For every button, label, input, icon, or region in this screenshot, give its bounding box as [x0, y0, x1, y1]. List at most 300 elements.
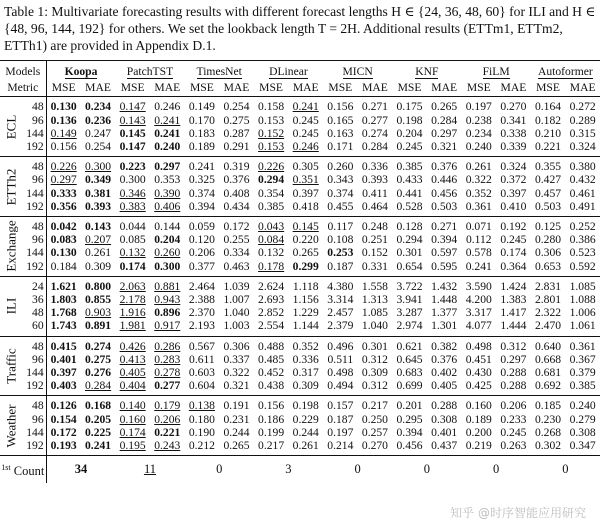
value-cell: 3.590: [461, 276, 496, 293]
value-cell: 0.376: [427, 157, 462, 174]
value-cell: 0.397: [50, 366, 77, 380]
table-row: [0, 396, 600, 413]
value-cell: 0.385: [569, 379, 596, 393]
value-cell: 0.219: [465, 439, 492, 453]
table-row: [0, 293, 600, 306]
value-cell: 0.195: [119, 439, 146, 453]
value-cell: 1.916: [119, 306, 146, 320]
value-cell: 0.305: [288, 157, 323, 174]
horizon-cell: 144: [22, 127, 46, 140]
value-cell: 0.201: [392, 396, 427, 413]
count-value: 0: [423, 462, 430, 477]
value-cell: 1.621: [46, 276, 81, 293]
value-cell: 0.158: [254, 97, 289, 114]
value-cell: 0.240: [465, 140, 492, 154]
table-row: [0, 246, 600, 259]
dataset-label: [0, 396, 22, 456]
value-cell: 0.144: [150, 217, 185, 234]
value-cell: 1.006: [569, 306, 596, 320]
value-cell: 0.145: [288, 217, 323, 234]
count-cell: [461, 456, 530, 483]
value-cell: 1.040: [223, 306, 250, 320]
value-cell: 0.346: [119, 186, 146, 200]
value-cell: 0.231: [223, 412, 250, 426]
value-cell: 0.903: [85, 306, 112, 320]
value-cell: 0.193: [50, 439, 77, 453]
value-cell: 0.386: [569, 233, 596, 247]
value-cell: 1.377: [431, 306, 458, 320]
value-cell: 0.187: [327, 412, 354, 426]
value-cell: 0.338: [500, 126, 527, 140]
value-cell: 2.457: [327, 306, 354, 320]
value-cell: 0.309: [292, 379, 319, 393]
value-cell: 0.394: [188, 199, 215, 213]
value-cell: 0.085: [119, 233, 146, 247]
table-row: [0, 336, 600, 353]
value-cell: 0.132: [258, 246, 285, 260]
value-cell: 0.214: [327, 439, 354, 453]
value-cell: 0.597: [431, 246, 458, 260]
value-cell: 0.374: [327, 186, 354, 200]
value-cell: 0.153: [258, 113, 285, 127]
value-cell: 2.470: [534, 319, 562, 333]
value-cell: 0.339: [500, 140, 527, 154]
value-cell: 0.246: [292, 140, 319, 154]
horizon-cell: 96: [22, 353, 46, 366]
value-cell: 0.163: [327, 126, 354, 140]
count-value: 34: [74, 462, 88, 477]
value-cell: 0.430: [465, 366, 492, 380]
value-cell: 0.427: [534, 173, 562, 187]
value-cell: 0.418: [292, 199, 319, 213]
value-cell: 1.313: [361, 293, 388, 307]
value-cell: 0.321: [431, 140, 458, 154]
value-cell: 0.241: [465, 259, 492, 273]
value-cell: 0.343: [327, 173, 354, 187]
model-name: PatchTST: [126, 65, 174, 78]
metric-mae: MAE: [431, 81, 458, 95]
metric-mse: MSE: [189, 81, 214, 95]
metric-mse: MSE: [328, 81, 353, 95]
model-header: [46, 61, 115, 82]
value-cell: 0.382: [427, 336, 462, 353]
value-cell: 0.221: [534, 140, 562, 154]
value-cell: 0.341: [500, 113, 527, 127]
value-cell: 1.417: [500, 306, 527, 320]
value-cell: 0.498: [327, 366, 354, 380]
model-header: [115, 61, 184, 82]
value-cell: 0.463: [223, 259, 250, 273]
value-cell: 1.301: [431, 319, 458, 333]
value-cell: 0.276: [85, 366, 112, 380]
models-label: Models: [0, 61, 46, 82]
horizon-cell: 144: [22, 187, 46, 200]
value-cell: 0.112: [465, 233, 492, 247]
count-value: 0: [354, 462, 361, 477]
model-header: [461, 61, 530, 82]
value-cell: 0.271: [427, 217, 462, 234]
value-cell: 0.145: [119, 126, 146, 140]
horizon-cell: 192: [22, 379, 46, 396]
value-cell: 0.271: [358, 97, 393, 114]
value-cell: 0.243: [154, 439, 181, 453]
value-cell: 4.380: [323, 276, 358, 293]
table-row: [0, 173, 600, 186]
value-cell: 2.624: [254, 276, 289, 293]
value-cell: 0.289: [569, 113, 596, 127]
value-cell: 2.322: [534, 306, 562, 320]
value-cell: 0.175: [392, 97, 427, 114]
value-cell: 0.434: [223, 199, 250, 213]
value-cell: 0.160: [119, 412, 146, 426]
dataset-label: [0, 157, 22, 217]
value-cell: 0.277: [154, 379, 181, 393]
value-cell: 0.381: [85, 186, 112, 200]
value-cell: 0.881: [150, 276, 185, 293]
count-cell: [323, 456, 392, 483]
value-cell: 0.433: [396, 173, 423, 187]
value-cell: 0.308: [569, 425, 596, 439]
value-cell: 0.640: [531, 336, 566, 353]
value-cell: 0.261: [85, 246, 112, 260]
metric-mae: MAE: [154, 81, 181, 95]
model-name: Koopa: [64, 65, 98, 78]
model-header: [185, 61, 254, 82]
value-cell: 0.372: [500, 173, 527, 187]
value-cell: 0.234: [81, 97, 116, 114]
horizon-cell: 48: [22, 97, 46, 114]
value-cell: 0.260: [323, 157, 358, 174]
value-cell: 0.446: [431, 173, 458, 187]
metric-mse: MSE: [120, 81, 145, 95]
value-cell: 0.376: [431, 352, 458, 366]
value-cell: 0.312: [361, 352, 388, 366]
value-cell: 0.245: [292, 113, 319, 127]
value-cell: 0.337: [223, 352, 250, 366]
dataset-name: ETTh2: [3, 168, 19, 206]
value-cell: 0.354: [258, 186, 285, 200]
horizon-cell: 48: [22, 157, 46, 174]
value-cell: 0.042: [46, 217, 81, 234]
horizon-cell: 144: [22, 246, 46, 259]
value-cell: 0.494: [327, 379, 354, 393]
value-cell: 0.189: [465, 412, 492, 426]
value-cell: 0.156: [254, 396, 289, 413]
value-cell: 0.240: [565, 396, 600, 413]
value-cell: 0.245: [500, 233, 527, 247]
table-row: [0, 426, 600, 439]
metric-mae: MAE: [500, 81, 527, 95]
value-cell: 0.356: [50, 199, 77, 213]
value-cell: 0.438: [258, 379, 285, 393]
value-cell: 0.270: [496, 97, 531, 114]
value-cell: 2.554: [258, 319, 285, 333]
value-cell: 0.528: [396, 199, 423, 213]
value-cell: 0.280: [534, 233, 562, 247]
value-cell: 0.044: [115, 217, 150, 234]
value-cell: 0.143: [119, 113, 146, 127]
value-cell: 0.408: [223, 186, 250, 200]
value-cell: 0.236: [85, 113, 112, 127]
count-sup: 1st: [1, 463, 11, 473]
value-cell: 0.397: [500, 186, 527, 200]
value-cell: 0.174: [500, 246, 527, 260]
value-cell: 0.800: [81, 276, 116, 293]
value-cell: 0.147: [119, 140, 146, 154]
value-cell: 0.461: [569, 186, 596, 200]
count-label: [0, 456, 46, 483]
value-cell: 0.172: [50, 425, 77, 439]
value-cell: 0.204: [396, 126, 423, 140]
metric-mse: MSE: [259, 81, 284, 95]
model-header: [323, 61, 392, 82]
value-cell: 0.083: [50, 233, 77, 247]
count-text: Count: [10, 464, 45, 479]
value-cell: 0.308: [431, 412, 458, 426]
value-cell: 0.355: [531, 157, 566, 174]
value-cell: 0.152: [258, 126, 285, 140]
value-cell: 0.333: [50, 186, 77, 200]
value-cell: 0.498: [461, 336, 496, 353]
count-value: 0: [216, 462, 223, 477]
value-cell: 0.178: [258, 259, 285, 273]
value-cell: 0.261: [461, 157, 496, 174]
value-cell: 2.063: [115, 276, 150, 293]
value-cell: 0.241: [154, 113, 181, 127]
value-cell: 0.567: [185, 336, 220, 353]
value-cell: 0.174: [119, 425, 146, 439]
value-cell: 0.286: [150, 336, 185, 353]
value-cell: 0.683: [396, 366, 423, 380]
value-cell: 0.351: [292, 173, 319, 187]
value-cell: 0.595: [431, 259, 458, 273]
value-cell: 0.297: [431, 126, 458, 140]
value-cell: 0.511: [327, 352, 354, 366]
value-cell: 0.411: [362, 186, 388, 200]
value-cell: 0.084: [258, 233, 285, 247]
horizon-cell: 192: [22, 260, 46, 277]
value-cell: 0.210: [534, 126, 562, 140]
value-cell: 0.383: [119, 199, 146, 213]
value-cell: 0.291: [223, 140, 250, 154]
value-cell: 0.380: [565, 157, 600, 174]
horizon-cell: 144: [22, 366, 46, 379]
value-cell: 0.349: [85, 173, 112, 187]
value-cell: 0.241: [288, 97, 323, 114]
value-cell: 0.645: [396, 352, 423, 366]
value-cell: 1.144: [292, 319, 319, 333]
value-cell: 0.405: [119, 366, 146, 380]
value-cell: 0.402: [431, 366, 458, 380]
table-row: [0, 233, 600, 246]
value-cell: 0.377: [188, 259, 215, 273]
value-cell: 0.361: [465, 199, 492, 213]
metric-mse: MSE: [51, 81, 76, 95]
value-cell: 0.300: [119, 173, 146, 187]
value-cell: 0.284: [431, 113, 458, 127]
value-cell: 0.198: [288, 396, 323, 413]
models-header-row: [0, 61, 600, 82]
value-cell: 0.185: [531, 396, 566, 413]
value-cell: 0.456: [431, 186, 458, 200]
value-cell: 0.403: [50, 379, 77, 393]
value-cell: 1.088: [569, 293, 596, 307]
value-cell: 0.217: [258, 439, 285, 453]
value-cell: 0.174: [119, 259, 146, 273]
value-cell: 0.604: [188, 379, 215, 393]
value-cell: 0.120: [188, 233, 215, 247]
value-cell: 0.855: [85, 293, 112, 307]
value-cell: 4.077: [465, 319, 492, 333]
value-cell: 0.503: [534, 199, 562, 213]
value-cell: 0.274: [81, 336, 116, 353]
horizon-cell: 36: [22, 293, 46, 306]
dataset-name: Traffic: [3, 348, 19, 384]
value-cell: 0.288: [427, 396, 462, 413]
value-cell: 0.410: [500, 199, 527, 213]
value-cell: 0.390: [154, 186, 181, 200]
value-cell: 1.444: [500, 319, 527, 333]
value-cell: 0.180: [188, 412, 215, 426]
value-cell: 0.230: [534, 412, 562, 426]
value-cell: 0.352: [288, 336, 323, 353]
value-cell: 0.220: [292, 233, 319, 247]
value-cell: 1.743: [50, 319, 77, 333]
value-cell: 0.401: [50, 352, 77, 366]
table-caption: Table 1: Multivariate forecasting results with different forecast lengths H ∈ {24, 36, 48, 60} for ILI and H ∈ {48, 96, 144, 192} for others. We set the lookback length T = 2H. Additional results (ETTm1, ETTm2, ETTh1) are provided in Appendix D.1.: [4, 4, 596, 53]
table-row: [0, 260, 600, 277]
horizon-cell: 24: [22, 276, 46, 293]
value-cell: 0.126: [46, 396, 81, 413]
value-cell: 0.917: [154, 319, 181, 333]
value-cell: 0.503: [431, 199, 458, 213]
value-cell: 0.592: [569, 259, 596, 273]
model-header: [531, 61, 600, 82]
table-row: [0, 379, 600, 396]
value-cell: 2.193: [188, 319, 215, 333]
value-cell: 2.388: [188, 293, 215, 307]
value-cell: 0.156: [50, 140, 77, 154]
value-cell: 0.456: [396, 439, 423, 453]
value-cell: 0.668: [534, 352, 562, 366]
count-cell: [392, 456, 461, 483]
value-cell: 0.192: [496, 217, 531, 234]
metric-header-row: [0, 81, 600, 97]
value-cell: 0.288: [500, 379, 527, 393]
value-cell: 0.263: [500, 439, 527, 453]
value-cell: 0.699: [396, 379, 423, 393]
metric-mae: MAE: [223, 81, 250, 95]
value-cell: 0.257: [361, 425, 388, 439]
value-cell: 0.488: [254, 336, 289, 353]
value-cell: 0.265: [292, 246, 319, 260]
value-cell: 0.331: [361, 259, 388, 273]
value-cell: 0.255: [223, 233, 250, 247]
value-cell: 0.394: [431, 233, 458, 247]
value-cell: 0.260: [154, 246, 181, 260]
value-cell: 0.451: [465, 352, 492, 366]
dataset-name: ECL: [3, 114, 19, 140]
value-cell: 1.118: [288, 276, 323, 293]
model-name: DLinear: [269, 65, 308, 78]
value-cell: 1.061: [569, 319, 596, 333]
value-cell: 0.226: [254, 157, 289, 174]
value-cell: 0.347: [569, 439, 596, 453]
table-row: [0, 366, 600, 379]
dataset-label: [0, 217, 22, 277]
value-cell: 0.279: [569, 412, 596, 426]
value-cell: 3.722: [392, 276, 427, 293]
value-cell: 0.692: [534, 379, 562, 393]
metric-mae: MAE: [362, 81, 388, 95]
value-cell: 0.156: [323, 97, 358, 114]
horizon-cell: 192: [22, 439, 46, 456]
value-cell: 0.254: [85, 140, 112, 154]
count-cell: [254, 456, 323, 483]
value-cell: 0.306: [534, 246, 562, 260]
value-cell: 0.245: [500, 425, 527, 439]
count-value: 3: [285, 462, 292, 477]
value-cell: 0.190: [188, 425, 215, 439]
value-cell: 4.200: [465, 293, 492, 307]
value-cell: 0.246: [150, 97, 185, 114]
table-row: [0, 200, 600, 217]
value-cell: 0.653: [534, 259, 562, 273]
value-cell: 0.891: [85, 319, 112, 333]
value-cell: 1.039: [219, 276, 254, 293]
value-cell: 0.309: [361, 366, 388, 380]
value-cell: 0.197: [327, 425, 354, 439]
value-cell: 0.200: [465, 425, 492, 439]
value-cell: 0.125: [531, 217, 566, 234]
value-cell: 0.179: [150, 396, 185, 413]
value-cell: 0.205: [85, 412, 112, 426]
value-cell: 0.206: [154, 412, 181, 426]
value-cell: 0.244: [223, 425, 250, 439]
value-cell: 0.319: [219, 157, 254, 174]
watermark: 知乎 @时序智能应用研究: [450, 506, 586, 520]
count-cell: [185, 456, 254, 483]
horizon-cell: 192: [22, 200, 46, 217]
value-cell: 0.238: [465, 113, 492, 127]
value-cell: 3.317: [465, 306, 492, 320]
value-cell: 0.244: [292, 425, 319, 439]
horizon-cell: 48: [22, 336, 46, 353]
table-row: [0, 187, 600, 200]
value-cell: 2.370: [188, 306, 215, 320]
value-cell: 0.117: [323, 217, 358, 234]
value-cell: 0.457: [534, 186, 562, 200]
value-cell: 0.204: [154, 233, 181, 247]
dataset-name: Weather: [3, 404, 19, 448]
dataset-label: [0, 276, 22, 336]
horizon-cell: 144: [22, 426, 46, 439]
value-cell: 2.693: [258, 293, 285, 307]
value-cell: 0.437: [431, 439, 458, 453]
value-cell: 3.314: [327, 293, 354, 307]
value-cell: 0.241: [85, 439, 112, 453]
value-cell: 0.367: [569, 352, 596, 366]
value-cell: 0.240: [154, 140, 181, 154]
value-cell: 0.147: [115, 97, 150, 114]
value-cell: 0.221: [154, 425, 181, 439]
model-name: KNF: [415, 65, 439, 78]
value-cell: 0.426: [115, 336, 150, 353]
value-cell: 0.385: [392, 157, 427, 174]
value-cell: 0.361: [565, 336, 600, 353]
value-cell: 0.268: [534, 425, 562, 439]
value-cell: 0.306: [219, 336, 254, 353]
